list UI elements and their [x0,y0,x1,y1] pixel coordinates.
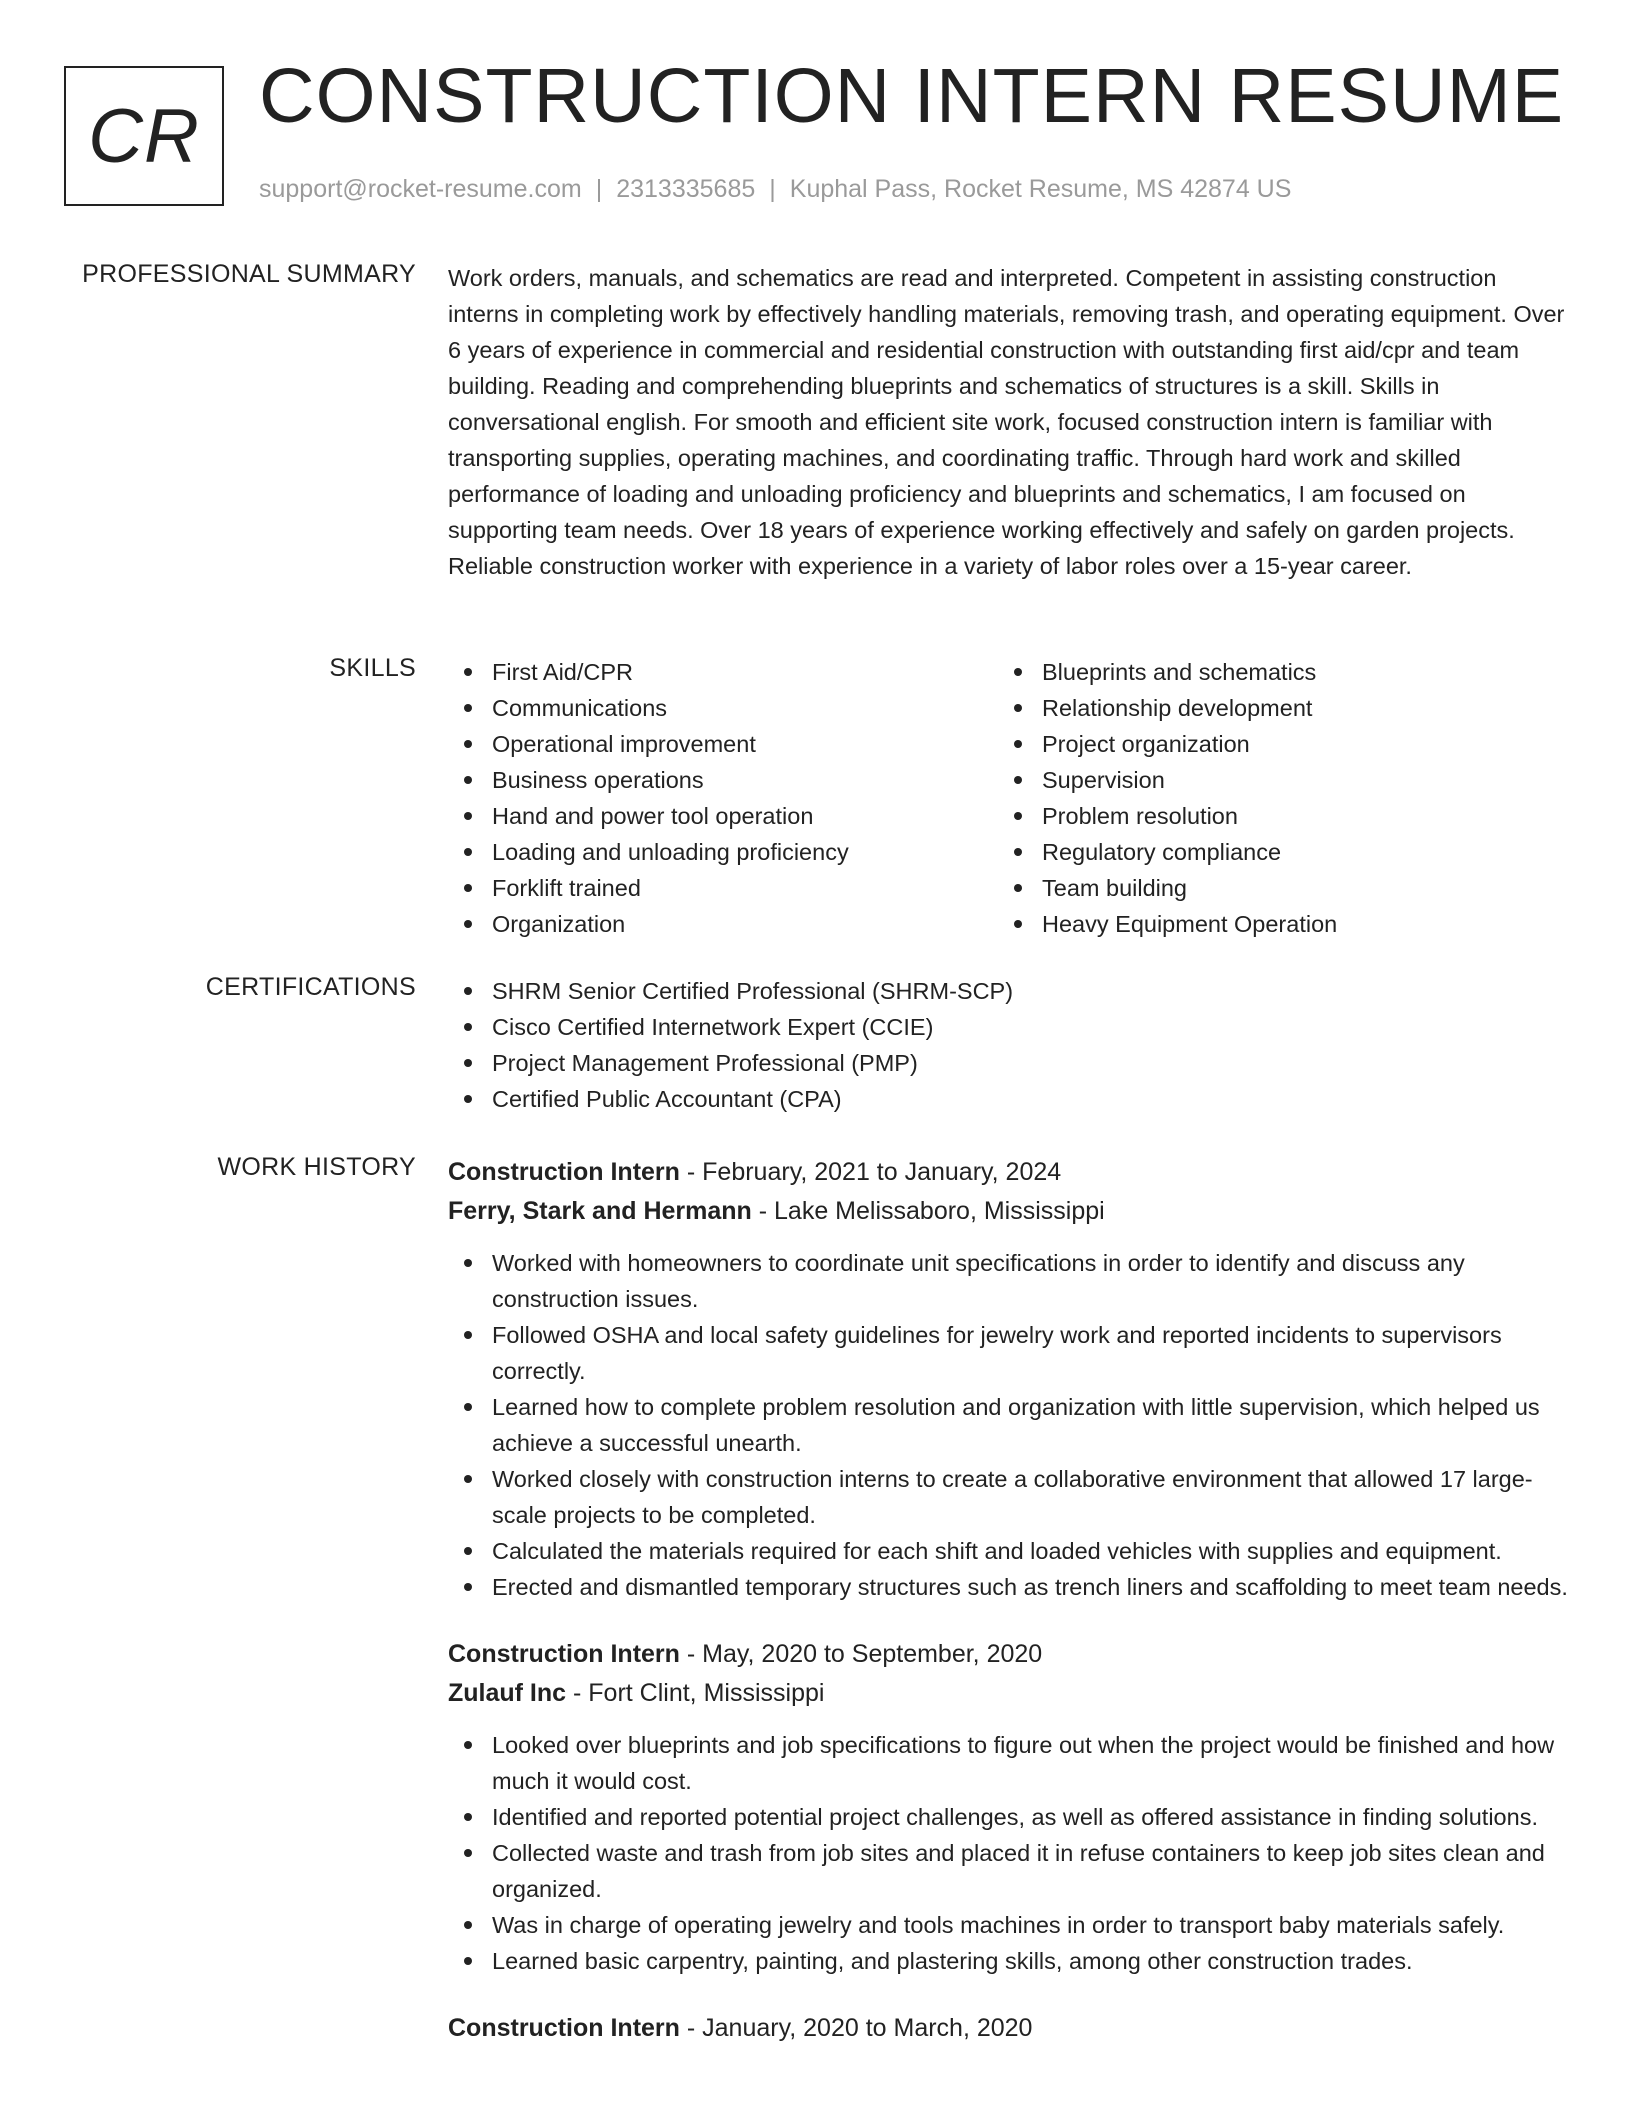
work-history-body [448,1153,1568,2078]
skill-item: Communications [492,690,998,726]
contact-email: support@rocket-resume.com [259,175,582,203]
skill-item: Project organization [1042,726,1548,762]
job-dates: - May, 2020 to September, 2020 [679,1640,1043,1668]
job-title-line [448,2009,1568,2048]
skill-item: Forklift trained [492,870,998,906]
skill-item: Blueprints and schematics [1042,654,1548,690]
job-title: Construction Intern [448,2014,680,2042]
job-duty: Calculated the materials required for each shift and loaded vehicles with supplies and equipment. [492,1533,1568,1569]
job-duties-list [448,1245,1568,1605]
certifications-list [448,973,1568,1117]
skills-column-left [448,654,998,942]
job-duty: Collected waste and trash from job sites and placed it in refuse containers to keep job sites clean and organized. [492,1835,1568,1907]
skill-item: Team building [1042,870,1548,906]
monogram-logo: CR [64,66,224,206]
summary-heading: PROFESSIONAL SUMMARY [82,260,416,288]
job-title: Construction Intern [448,1640,680,1668]
certification-item: Project Management Professional (PMP) [492,1045,1568,1081]
job-duty: Learned basic carpentry, painting, and plastering skills, among other construction trades. [492,1943,1568,1979]
job-title-line [448,1635,1568,1674]
skill-item: Relationship development [1042,690,1548,726]
job-duty: Identified and reported potential project challenges, as well as offered assistance in finding solutions. [492,1799,1568,1835]
job-duty: Worked with homeowners to coordinate unit specifications in order to identify and discuss any construction issues. [492,1245,1568,1317]
certification-item: Certified Public Accountant (CPA) [492,1081,1568,1117]
job-entry [448,1635,1568,1979]
certifications-heading: CERTIFICATIONS [205,973,416,1001]
contact-separator: | [595,175,603,203]
job-dates: - January, 2020 to March, 2020 [679,2014,1033,2042]
job-company: Zulauf Inc [448,1679,567,1707]
job-company-line [448,1674,1568,1713]
skills-list-left [448,654,998,942]
summary-text: Work orders, manuals, and schematics are read and interpreted. Competent in assisting construction interns in completing work by effectively handling materials, removing trash, and operating equipment. Over 6 years of experience in commercial and residential construction with outstanding first aid/cpr and team building. Reading and comprehending blueprints and schematics of structures is a skill. Skills in conversational english. For smooth and efficient site work, focused construction intern is familiar with transporting supplies, operating machines, and coordinating traffic. Through hard work and skilled performance of loading and unloading proficiency and blueprints and schematics, I am focused on supporting team needs. Over 18 years of experience working effectively and safely on garden projects. Reliable construction worker with experience in a variety of labor roles over a 15-year career. [448,265,1565,579]
contact-separator: | [769,175,776,203]
job-duty: Followed OSHA and local safety guidelines for jewelry work and reported incidents to supervisors correctly. [492,1317,1568,1389]
job-title-line [448,1153,1568,1192]
skills-columns [448,654,1568,942]
skill-item: Hand and power tool operation [492,798,998,834]
job-duty: Was in charge of operating jewelry and tools machines in order to transport baby materials safely. [492,1907,1568,1943]
contact-address: Kuphal Pass, Rocket Resume, MS 42874 US [789,175,1292,203]
job-entry [448,1153,1568,1605]
contact-line [259,175,1291,204]
contact-phone: 2313335685 [616,175,756,203]
summary-body [448,260,1568,584]
job-duty: Looked over blueprints and job specifications to figure out when the project would be finished and how much it would cost. [492,1727,1568,1799]
certification-item: Cisco Certified Internetwork Expert (CCIE) [492,1009,1568,1045]
job-company: Ferry, Stark and Hermann [448,1197,752,1225]
certifications-body [448,973,1568,1117]
job-duties-list [448,1727,1568,1979]
certification-item: SHRM Senior Certified Professional (SHRM-SCP) [492,973,1568,1009]
page-title: CONSTRUCTION INTERN RESUME [259,53,1565,139]
skill-item: Problem resolution [1042,798,1548,834]
job-duty: Worked closely with construction interns to create a collaborative environment that allowed 17 large-scale projects to be completed. [492,1461,1568,1533]
work-history-heading: WORK HISTORY [217,1153,416,1181]
skill-item: First Aid/CPR [492,654,998,690]
job-location: - Fort Clint, Mississippi [566,1679,825,1707]
skill-item: Operational improvement [492,726,998,762]
job-location: - Lake Melissaboro, Mississippi [751,1197,1105,1225]
skills-heading: SKILLS [329,654,416,682]
skill-item: Business operations [492,762,998,798]
skills-column-right [998,654,1548,942]
job-title: Construction Intern [448,1158,680,1186]
skill-item: Heavy Equipment Operation [1042,906,1548,942]
job-duty: Learned how to complete problem resolution and organization with little supervision, which helped us achieve a successful unearth. [492,1389,1568,1461]
skill-item: Supervision [1042,762,1548,798]
skill-item: Organization [492,906,998,942]
job-duty: Erected and dismantled temporary structures such as trench liners and scaffolding to meet team needs. [492,1569,1568,1605]
skills-body [448,654,1568,942]
job-dates: - February, 2021 to January, 2024 [679,1158,1062,1186]
skills-list-right [998,654,1548,942]
skill-item: Regulatory compliance [1042,834,1548,870]
job-entry [448,2009,1568,2048]
job-company-line [448,1192,1568,1231]
skill-item: Loading and unloading proficiency [492,834,998,870]
